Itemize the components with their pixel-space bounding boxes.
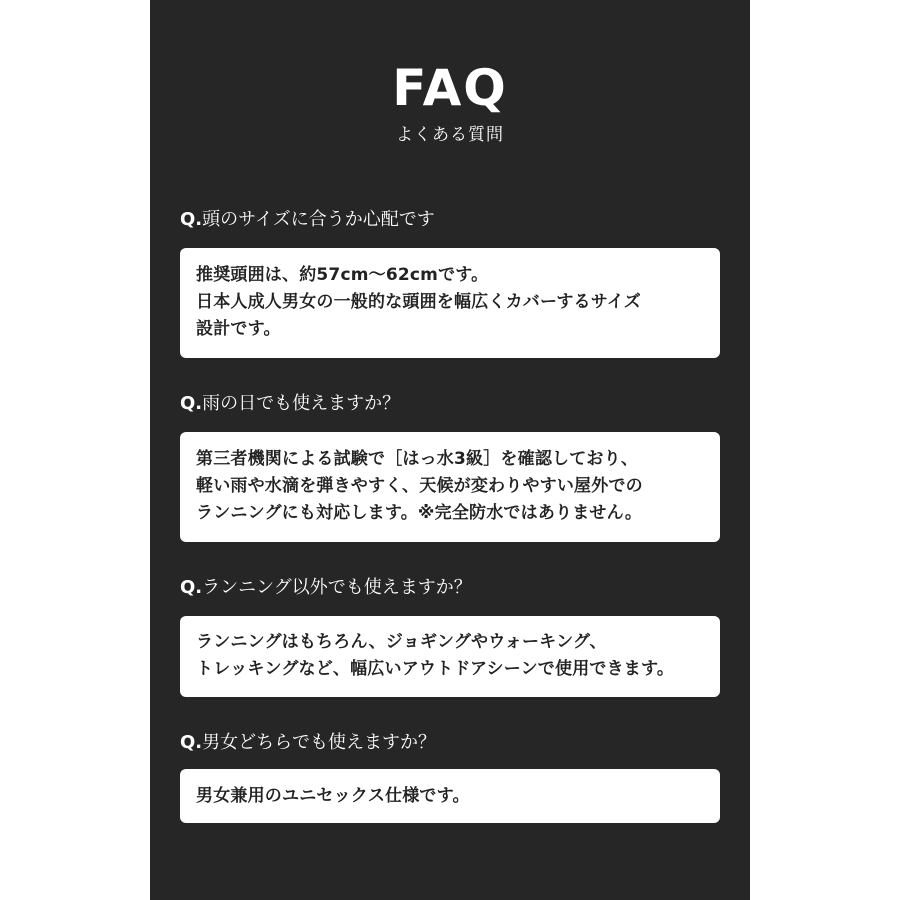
question-text: 男女どちらでも使えますか？ [202, 732, 436, 753]
faq-question-2 [180, 392, 725, 416]
faq-answer-4 [180, 769, 720, 823]
answer-line: 推奨頭囲は、約57cm～62cmです。 [196, 265, 489, 285]
faq-question-4 [180, 731, 725, 755]
question-prefix: Q. [180, 393, 203, 414]
answer-line: ランニングはもちろん、ジョギングやウォーキング、 [196, 632, 607, 652]
answer-line: 設計です。 [196, 319, 281, 339]
faq-question-1 [180, 208, 725, 232]
faq-answer-3 [180, 616, 720, 697]
answer-line: ランニングにも対応します。※完全防水ではありません。 [196, 503, 643, 523]
faq-title: FAQ [392, 59, 508, 117]
faq-panel [150, 0, 750, 900]
faq-subtitle: よくある質問 [396, 125, 504, 145]
answer-line: 男女兼用のユニセックス仕様です。 [196, 786, 470, 806]
answer-line: 第三者機関による試験で［はっ水3級］を確認しており、 [196, 449, 639, 469]
question-text: 雨の日でも使えますか？ [202, 393, 401, 414]
answer-line: トレッキングなど、幅広いアウトドアシーンで使用できます。 [196, 659, 675, 679]
answer-line: 軽い雨や水滴を弾きやすく、天候が変わりやすい屋外での [196, 476, 643, 496]
faq-answer-1 [180, 248, 720, 358]
answer-line: 日本人成人男女の一般的な頭囲を幅広くカバーするサイズ [196, 292, 641, 312]
question-text: 頭のサイズに合うか心配です [202, 209, 435, 230]
question-prefix: Q. [180, 209, 203, 230]
question-text: ランニング以外でも使えますか？ [202, 577, 472, 598]
question-prefix: Q. [180, 577, 203, 598]
faq-answer-2 [180, 432, 720, 542]
faq-question-3 [180, 576, 725, 600]
question-prefix: Q. [180, 732, 203, 753]
